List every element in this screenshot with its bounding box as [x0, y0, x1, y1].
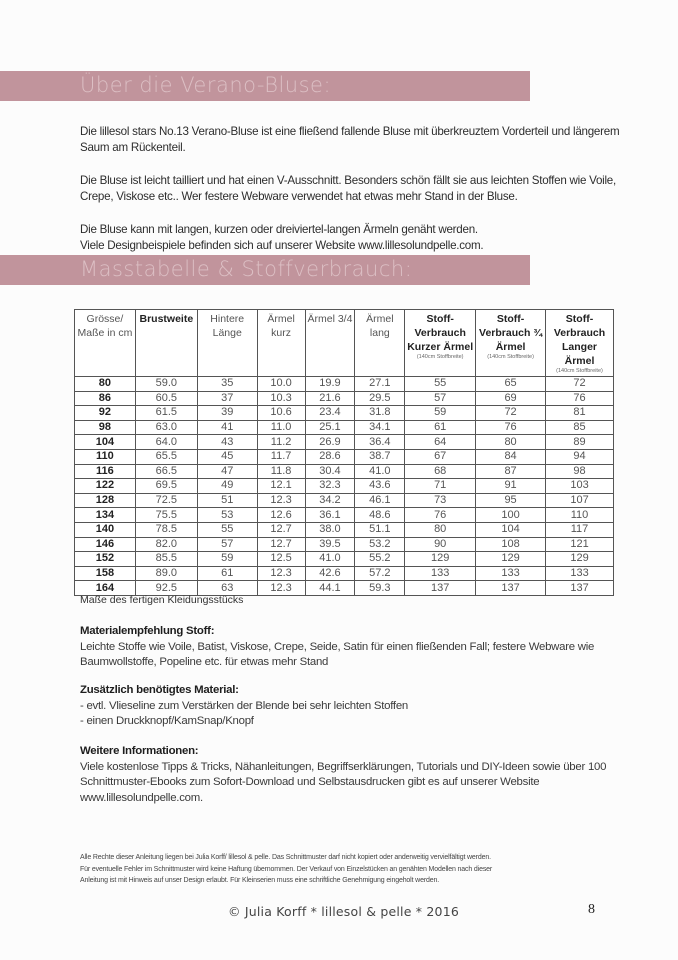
page-number: 8: [588, 902, 595, 917]
table-cell: 65.5: [135, 449, 197, 464]
table-cell: 87: [476, 464, 546, 479]
size-cell: 92: [75, 406, 136, 421]
table-header-row: [75, 310, 614, 377]
table-cell: 84: [476, 449, 546, 464]
table-cell: 51: [197, 493, 257, 508]
table-cell: 69: [476, 391, 546, 406]
table-caption: Maße des fertigen Kleidungsstücks: [80, 594, 244, 606]
table-cell: 98: [546, 464, 614, 479]
size-cell: 98: [75, 420, 136, 435]
table-row: [75, 566, 614, 581]
section-banner-about: [0, 71, 530, 101]
table-cell: 129: [546, 552, 614, 567]
header-fabric-long: Stoff-Verbrauch Langer Ärmel (140cm Stoffbreite): [546, 310, 614, 377]
table-cell: 12.6: [257, 508, 305, 523]
header-fabric-34: Stoff-Verbrauch ¾ Ärmel (140cm Stoffbreite): [476, 310, 546, 377]
table-cell: 21.6: [305, 391, 355, 406]
header-size: Grösse/ Maße in cm: [75, 310, 136, 377]
table-cell: 11.8: [257, 464, 305, 479]
table-cell: 28.6: [305, 449, 355, 464]
table-cell: 117: [546, 522, 614, 537]
header-chest: Brustweite: [135, 310, 197, 377]
table-cell: 75.5: [135, 508, 197, 523]
table-cell: 68: [405, 464, 476, 479]
table-cell: 38.0: [305, 522, 355, 537]
table-cell: 53: [197, 508, 257, 523]
table-cell: 76: [546, 391, 614, 406]
size-cell: 122: [75, 479, 136, 494]
size-cell: 140: [75, 522, 136, 537]
table-cell: 129: [476, 552, 546, 567]
table-cell: 137: [546, 581, 614, 596]
size-table: [74, 309, 614, 596]
table-cell: 110: [546, 508, 614, 523]
table-cell: 44.1: [305, 581, 355, 596]
table-cell: 108: [476, 537, 546, 552]
table-cell: 41.0: [305, 552, 355, 567]
section-banner-sizes: [0, 255, 530, 285]
table-cell: 36.1: [305, 508, 355, 523]
table-cell: 64.0: [135, 435, 197, 450]
table-cell: 80: [476, 435, 546, 450]
table-cell: 10.0: [257, 377, 305, 392]
table-cell: 95: [476, 493, 546, 508]
table-cell: 11.2: [257, 435, 305, 450]
table-cell: 63.0: [135, 420, 197, 435]
material-heading: Materialempfehlung Stoff:: [80, 625, 215, 637]
table-cell: 31.8: [355, 406, 405, 421]
table-cell: 37: [197, 391, 257, 406]
table-cell: 76: [405, 508, 476, 523]
table-row: [75, 449, 614, 464]
table-cell: 64: [405, 435, 476, 450]
table-cell: 72.5: [135, 493, 197, 508]
table-cell: 80: [405, 522, 476, 537]
table-cell: 47: [197, 464, 257, 479]
header-back-length: Hintere Länge: [197, 310, 257, 377]
table-cell: 71: [405, 479, 476, 494]
table-cell: 89.0: [135, 566, 197, 581]
size-cell: 86: [75, 391, 136, 406]
legal-line-2: Für eventuelle Fehler im Schnittmuster wird keine Haftung übernommen. Der Verkauf von Einzelstücken an genähten Modellen nach dieser: [80, 865, 493, 873]
table-row: [75, 464, 614, 479]
table-row: [75, 508, 614, 523]
table-row: [75, 537, 614, 552]
about-paragraph-1: Die lillesol stars No.13 Verano-Bluse ist eine fließend fallende Bluse mit überkreuztem Vorderteil und längerem Saum am Rückenteil.: [80, 125, 620, 155]
header-sleeve-34: Ärmel 3/4: [305, 310, 355, 377]
table-cell: 39: [197, 406, 257, 421]
table-cell: 49: [197, 479, 257, 494]
table-row: [75, 552, 614, 567]
table-cell: 42.6: [305, 566, 355, 581]
legal-notice: [80, 852, 620, 887]
table-cell: 25.1: [305, 420, 355, 435]
table-cell: 34.1: [355, 420, 405, 435]
table-cell: 133: [476, 566, 546, 581]
table-cell: 129: [405, 552, 476, 567]
table-row: [75, 377, 614, 392]
table-cell: 85.5: [135, 552, 197, 567]
size-cell: 80: [75, 377, 136, 392]
table-cell: 10.6: [257, 406, 305, 421]
table-cell: 19.9: [305, 377, 355, 392]
about-paragraph-3: Die Bluse kann mit langen, kurzen oder dreiviertel-langen Ärmeln genäht werden.: [80, 222, 478, 236]
about-paragraph-4: Viele Designbeispiele befinden sich auf unserer Website www.lillesolundpelle.com.: [80, 239, 484, 253]
table-cell: 59.0: [135, 377, 197, 392]
header-sleeve-long: Ärmel lang: [355, 310, 405, 377]
table-cell: 29.5: [355, 391, 405, 406]
table-cell: 133: [546, 566, 614, 581]
extra-heading: Zusätzlich benötigtes Material:: [80, 684, 239, 696]
table-cell: 60.5: [135, 391, 197, 406]
table-cell: 61: [197, 566, 257, 581]
size-cell: 104: [75, 435, 136, 450]
table-cell: 66.5: [135, 464, 197, 479]
size-cell: 128: [75, 493, 136, 508]
material-text: Leichte Stoffe wie Voile, Batist, Viskose, Crepe, Seide, Satin für einen fließenden Fall; festere Webware wie Baumwollstoffe, Popeline etc. für etwas mehr Stand: [80, 640, 595, 668]
info-heading: Weitere Informationen:: [80, 745, 199, 757]
table-cell: 107: [546, 493, 614, 508]
info-section: [80, 744, 620, 806]
table-row: [75, 435, 614, 450]
table-cell: 55: [405, 377, 476, 392]
table-cell: 11.7: [257, 449, 305, 464]
table-cell: 59.3: [355, 581, 405, 596]
table-cell: 89: [546, 435, 614, 450]
table-cell: 69.5: [135, 479, 197, 494]
header-fabric-short: Stoff-Verbrauch Kurzer Ärmel (140cm Stoffbreite): [405, 310, 476, 377]
table-cell: 61: [405, 420, 476, 435]
extra-item-2: - einen Druckknopf/KamSnap/Knopf: [80, 715, 254, 727]
size-cell: 164: [75, 581, 136, 596]
table-cell: 121: [546, 537, 614, 552]
table-cell: 104: [476, 522, 546, 537]
table-cell: 26.9: [305, 435, 355, 450]
about-paragraph-2: Die Bluse ist leicht tailliert und hat einen V-Ausschnitt. Besonders schön fällt sie aus leichten Stoffen wie Voile, Crepe, Viskose etc.. Wer festere Webware verwendet hat etwas mehr Stand in der Bluse.: [80, 173, 616, 204]
table-cell: 100: [476, 508, 546, 523]
table-cell: 55: [197, 522, 257, 537]
about-text: [80, 124, 620, 254]
table-cell: 55.2: [355, 552, 405, 567]
table-cell: 46.1: [355, 493, 405, 508]
table-row: [75, 420, 614, 435]
legal-line-1: Alle Rechte dieser Anleitung liegen bei Julia Korff/ lillesol & pelle. Das Schnittmuster darf nicht kopiert oder anderweitig vervielfältigt werden.: [80, 854, 491, 861]
table-cell: 65: [476, 377, 546, 392]
table-cell: 67: [405, 449, 476, 464]
table-cell: 11.0: [257, 420, 305, 435]
table-cell: 94: [546, 449, 614, 464]
table-row: [75, 479, 614, 494]
table-cell: 57: [405, 391, 476, 406]
table-cell: 61.5: [135, 406, 197, 421]
table-cell: 34.2: [305, 493, 355, 508]
table-cell: 73: [405, 493, 476, 508]
legal-line-3: Anleitung ist mit Hinweis auf unser Design erlaubt. Für Kleinserien muss eine schriftliche Genehmigung eingeholt werden.: [80, 877, 440, 884]
table-cell: 85: [546, 420, 614, 435]
table-cell: 39.5: [305, 537, 355, 552]
size-cell: 152: [75, 552, 136, 567]
table-cell: 51.1: [355, 522, 405, 537]
table-cell: 78.5: [135, 522, 197, 537]
section-title-about: Über die Verano-Bluse:: [80, 73, 332, 97]
table-cell: 45: [197, 449, 257, 464]
table-cell: 35: [197, 377, 257, 392]
extra-item-1: - evtl. Vlieseline zum Verstärken der Blende bei sehr leichten Stoffen: [80, 699, 408, 712]
table-cell: 90: [405, 537, 476, 552]
table-cell: 59: [405, 406, 476, 421]
table-cell: 12.3: [257, 493, 305, 508]
size-cell: 116: [75, 464, 136, 479]
table-cell: 57: [197, 537, 257, 552]
table-cell: 30.4: [305, 464, 355, 479]
table-cell: 12.7: [257, 537, 305, 552]
table-cell: 133: [405, 566, 476, 581]
table-cell: 10.3: [257, 391, 305, 406]
table-cell: 91: [476, 479, 546, 494]
size-cell: 146: [75, 537, 136, 552]
table-cell: 43: [197, 435, 257, 450]
table-row: [75, 406, 614, 421]
table-row: [75, 522, 614, 537]
table-cell: 12.1: [257, 479, 305, 494]
header-sleeve-short: Ärmel kurz: [257, 310, 305, 377]
table-cell: 41.0: [355, 464, 405, 479]
table-cell: 12.3: [257, 566, 305, 581]
table-cell: 81: [546, 406, 614, 421]
table-cell: 72: [546, 377, 614, 392]
table-cell: 57.2: [355, 566, 405, 581]
material-section: [80, 624, 620, 671]
table-cell: 12.3: [257, 581, 305, 596]
table-cell: 41: [197, 420, 257, 435]
table-cell: 63: [197, 581, 257, 596]
table-cell: 82.0: [135, 537, 197, 552]
table-row: [75, 391, 614, 406]
size-cell: 158: [75, 566, 136, 581]
table-cell: 27.1: [355, 377, 405, 392]
table-cell: 23.4: [305, 406, 355, 421]
table-cell: 72: [476, 406, 546, 421]
size-cell: 110: [75, 449, 136, 464]
table-cell: 53.2: [355, 537, 405, 552]
extra-material-section: [80, 683, 620, 730]
section-title-sizes: Masstabelle & Stoffverbrauch:: [80, 257, 413, 281]
table-cell: 103: [546, 479, 614, 494]
table-cell: 92.5: [135, 581, 197, 596]
table-cell: 137: [405, 581, 476, 596]
table-cell: 43.6: [355, 479, 405, 494]
table-row: [75, 493, 614, 508]
table-cell: 12.7: [257, 522, 305, 537]
table-cell: 12.5: [257, 552, 305, 567]
footer-copyright: © Julia Korff * lillesol & pelle * 2016: [228, 904, 459, 919]
table-cell: 137: [476, 581, 546, 596]
table-cell: 48.6: [355, 508, 405, 523]
info-text: Viele kostenlose Tipps & Tricks, Nähanleitungen, Begriffserklärungen, Tutorials und DIY-Ideen sowie über 100 Schnittmuster-Ebooks zum Sofort-Download und Selbstausdrucken gibt es auf unserer Website www.lillesolundpelle.com.: [80, 760, 607, 804]
table-cell: 59: [197, 552, 257, 567]
table-cell: 36.4: [355, 435, 405, 450]
table-cell: 38.7: [355, 449, 405, 464]
size-cell: 134: [75, 508, 136, 523]
table-cell: 76: [476, 420, 546, 435]
table-cell: 32.3: [305, 479, 355, 494]
